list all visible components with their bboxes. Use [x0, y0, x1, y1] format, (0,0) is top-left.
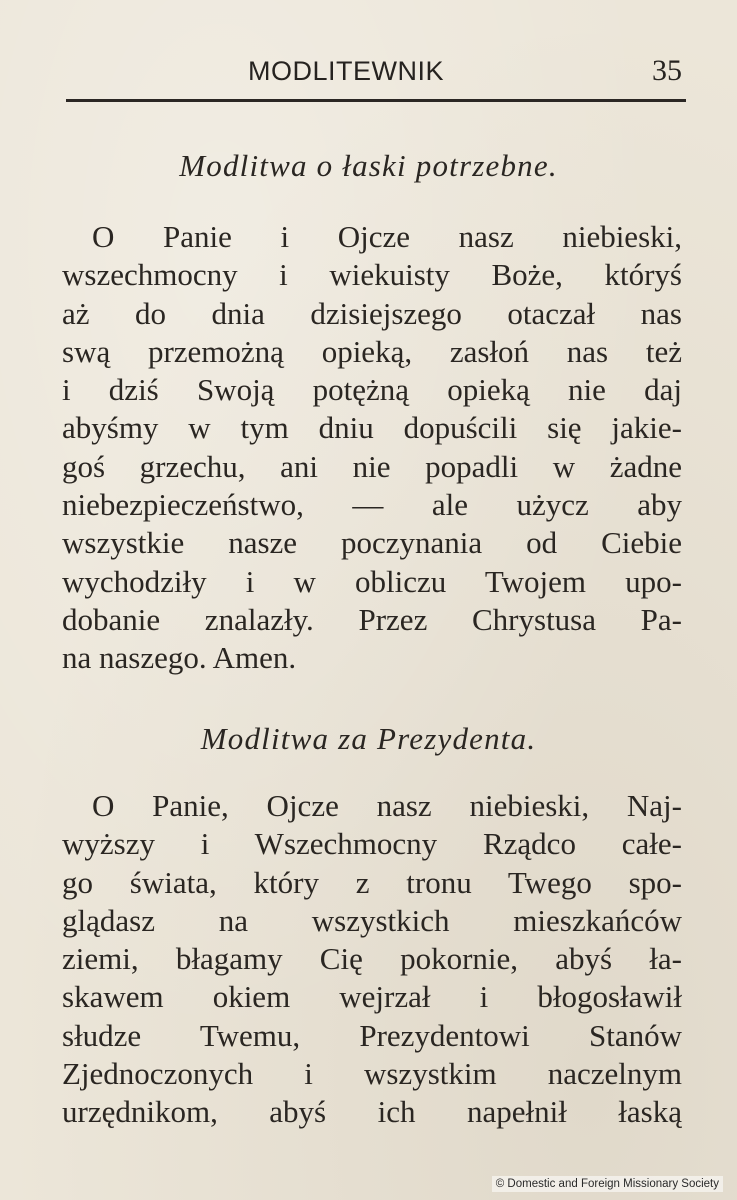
- text-line: O Panie i Ojcze nasz niebieski,: [92, 219, 682, 254]
- text-line: glądasz na wszystkich mieszkańców: [62, 902, 682, 938]
- text-line: i dziś Swoją potężną opieką nie daj: [62, 372, 682, 408]
- copyright-notice: © Domestic and Foreign Missionary Society: [492, 1176, 723, 1192]
- text-line: wyższy i Wszechmocny Rządco całe-: [62, 826, 682, 862]
- page-number: 35: [652, 54, 682, 87]
- text-line: dobanie znalazły. Przez Chrystusa Pa-: [62, 601, 682, 637]
- running-head: [66, 52, 686, 92]
- text-line: urzędnikom, abyś ich napełnił łaską: [62, 1094, 682, 1130]
- text-line: słudze Twemu, Prezydentowi Stanów: [62, 1017, 682, 1053]
- text-line: wszechmocny i wiekuisty Boże, któryś: [62, 257, 682, 293]
- running-title: MODLITEWNIK: [248, 56, 445, 86]
- text-line: wychodziły i w obliczu Twojem upo-: [62, 563, 682, 599]
- text-line: go świata, który z tronu Twego spo-: [62, 864, 682, 900]
- text-line: ziemi, błagamy Cię pokornie, abyś ła-: [62, 941, 682, 977]
- text-line: aż do dnia dzisiejszego otaczał nas: [62, 295, 682, 331]
- prayer-paragraph: [62, 218, 682, 678]
- text-line: abyśmy w tym dniu dopuścili się jakie-: [62, 410, 682, 446]
- text-line: swą przemożną opieką, zasłoń nas też: [62, 333, 682, 369]
- text-line: niebezpieczeństwo, — ale użycz aby: [62, 487, 682, 523]
- text-line: wszystkie nasze poczynania od Ciebie: [62, 525, 682, 561]
- section-heading: Modlitwa o łaski potrzebne.: [179, 148, 558, 183]
- section-heading: Modlitwa za Prezydenta.: [200, 721, 537, 756]
- prayer-paragraph: [62, 787, 682, 1132]
- text-line: O Panie, Ojcze nasz niebieski, Naj-: [92, 788, 682, 823]
- text-line: skawem okiem wejrzał i błogosławił: [62, 979, 682, 1015]
- header-rule: [66, 99, 686, 102]
- text-line: Zjednoczonych i wszystkim naczelnym: [62, 1056, 682, 1092]
- text-line: goś grzechu, ani nie popadli w żadne: [62, 448, 682, 484]
- text-line: na naszego. Amen.: [62, 640, 297, 676]
